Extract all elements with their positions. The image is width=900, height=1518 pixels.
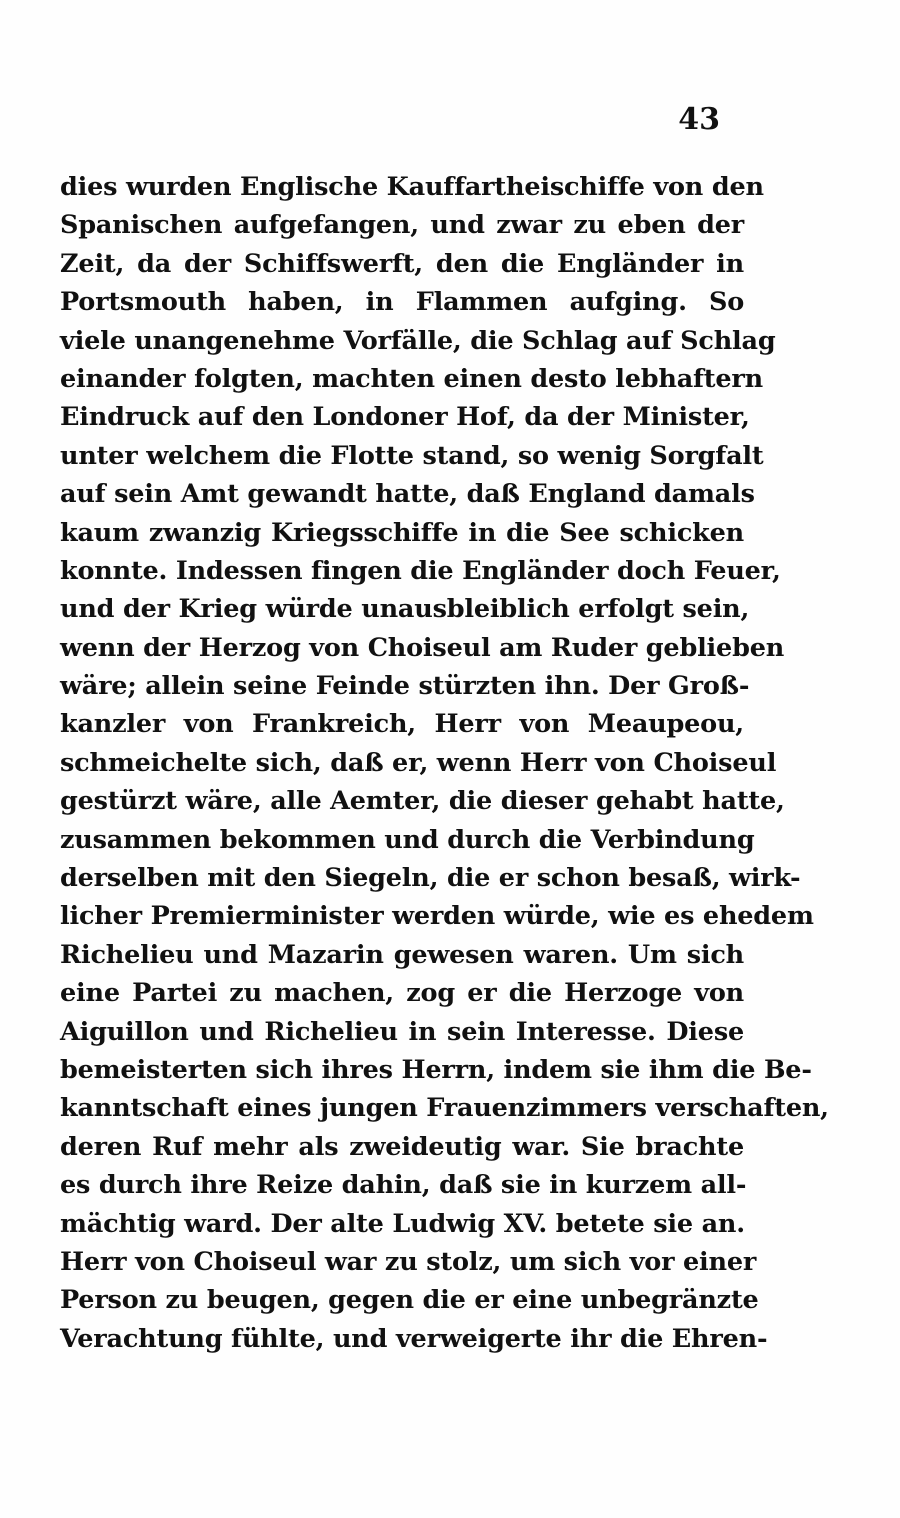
text-line: Eindruck auf den Londoner Hof, da der Minister, bbox=[60, 402, 750, 433]
text-line: kanzler von Frankreich, Herr von Meaupeou, bbox=[60, 709, 744, 740]
text-line: gestürzt wäre, alle Aemter, die dieser gehabt hatte, bbox=[60, 786, 785, 817]
text-line: bemeisterten sich ihres Herrn, indem sie ihm die Be- bbox=[60, 1054, 812, 1085]
text-line: Portsmouth haben, in Flammen aufging. So bbox=[60, 287, 744, 318]
text-line: kanntschaft eines jungen Frauenzimmers verschaften, bbox=[60, 1093, 829, 1124]
text-line: deren Ruf mehr als zweideutig war. Sie brachte bbox=[60, 1131, 744, 1162]
text-line: Person zu beugen, gegen die er eine unbegränzte bbox=[60, 1285, 759, 1316]
text-line: unter welchem die Flotte stand, so wenig Sorgfalt bbox=[60, 440, 764, 471]
text-line: zusammen bekommen und durch die Verbindung bbox=[60, 824, 755, 855]
text-line: licher Premierminister werden würde, wie es ehedem bbox=[60, 901, 814, 932]
text-line: es durch ihre Reize dahin, daß sie in kurzem all- bbox=[60, 1170, 747, 1201]
text-line: eine Partei zu machen, zog er die Herzoge von bbox=[60, 978, 744, 1009]
text-line: kaum zwanzig Kriegsschiffe in die See schicken bbox=[60, 517, 744, 548]
page-number: 43 bbox=[678, 102, 720, 137]
text-line: wäre; allein seine Feinde stürzten ihn. Der Groß- bbox=[60, 671, 750, 702]
text-line: Aiguillon und Richelieu in sein Interesse. Diese bbox=[60, 1016, 744, 1047]
text-line: mächtig ward. Der alte Ludwig XV. betete sie an. bbox=[60, 1208, 745, 1239]
body-text bbox=[60, 168, 829, 1358]
text-line: konnte. Indessen fingen die Engländer doch Feuer, bbox=[60, 555, 781, 586]
text-line: derselben mit den Siegeln, die er schon besaß, wirk- bbox=[60, 863, 801, 894]
text-line: dies wurden Englische Kauffartheischiffe von den bbox=[60, 172, 764, 202]
text-line: viele unangenehme Vorfälle, die Schlag auf Schlag bbox=[60, 325, 776, 356]
text-line: einander folgten, machten einen desto lebhaftern bbox=[60, 363, 763, 394]
text-line: auf sein Amt gewandt hatte, daß England damals bbox=[60, 479, 755, 510]
text-line: wenn der Herzog von Choiseul am Ruder geblieben bbox=[60, 632, 785, 663]
text-line: schmeichelte sich, daß er, wenn Herr von Choiseul bbox=[60, 747, 777, 778]
text-line: Verachtung fühlte, und verweigerte ihr die Ehren- bbox=[60, 1323, 768, 1354]
text-line: Zeit, da der Schiffswerft, den die Engländer in bbox=[60, 248, 744, 279]
text-line: Richelieu und Mazarin gewesen waren. Um sich bbox=[60, 939, 744, 970]
text-line: und der Krieg würde unausbleiblich erfolgt sein, bbox=[60, 594, 750, 625]
text-line: Spanischen aufgefangen, und zwar zu eben der bbox=[60, 210, 744, 241]
text-line: Herr von Choiseul war zu stolz, um sich vor einer bbox=[60, 1246, 757, 1277]
